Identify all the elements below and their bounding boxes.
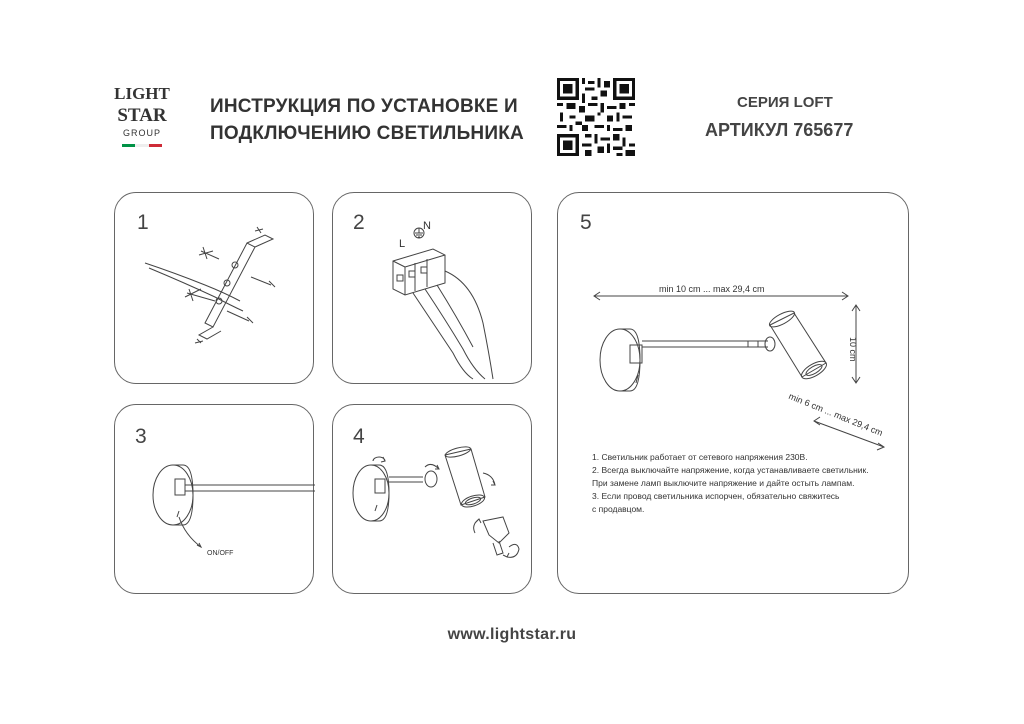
lamp-head-bulb-illustration — [333, 405, 533, 595]
logo-text-light: LIGHT — [114, 84, 170, 103]
step-number: 3 — [135, 425, 147, 448]
step-4-panel — [332, 404, 532, 594]
step-number: 1 — [137, 211, 149, 234]
title-line-1: ИНСТРУКЦИЯ ПО УСТАНОВКЕ И — [210, 96, 518, 117]
safety-notes — [592, 451, 869, 516]
lamp-dimensions-illustration — [558, 193, 910, 595]
mounting-bracket-illustration — [115, 193, 315, 385]
on-off-label: ON/OFF — [207, 550, 234, 557]
note-line: 2. Всегда выключайте напряжение, когда устанавливаете светильник. — [592, 465, 869, 475]
terminal-block-illustration — [333, 193, 533, 385]
article-number: АРТИКУЛ 765677 — [705, 120, 854, 140]
brand-logo — [107, 80, 177, 156]
step-number: 5 — [580, 211, 592, 234]
series-label: СЕРИЯ LOFT — [737, 94, 833, 111]
title-line-2: ПОДКЛЮЧЕНИЮ СВЕТИЛЬНИКА — [210, 123, 524, 144]
neutral-label: N — [423, 220, 431, 232]
step-1-panel — [114, 192, 314, 384]
note-line: с продавцом. — [592, 504, 645, 514]
arm-length-dimension: min 10 cm ... max 29,4 cm — [659, 284, 765, 294]
document-title — [210, 93, 524, 147]
height-dimension: 10 cm — [848, 337, 858, 362]
step-number: 2 — [353, 211, 365, 234]
logo-text-group: GROUP — [122, 128, 161, 138]
note-line: 3. Если провод светильника испорчен, обязательно свяжитесь — [592, 491, 840, 501]
step-5-panel — [557, 192, 909, 594]
italian-flag-stripe — [122, 144, 162, 147]
logo-text-star: STAR — [117, 105, 167, 126]
wall-base-switch-illustration — [115, 405, 315, 595]
note-line: При замене ламп выключите напряжение и дайте остыть лампам. — [592, 478, 855, 488]
website-url: www.lightstar.ru — [447, 626, 577, 643]
note-line: 1. Светильник работает от сетевого напряжения 230В. — [592, 452, 808, 462]
qr-code-icon — [557, 78, 635, 156]
step-number: 4 — [353, 425, 365, 448]
live-label: L — [399, 238, 406, 250]
step-3-panel — [114, 404, 314, 594]
angled-dimension: min 6 cm ... max 29,4 cm — [787, 391, 885, 438]
step-2-panel — [332, 192, 532, 384]
